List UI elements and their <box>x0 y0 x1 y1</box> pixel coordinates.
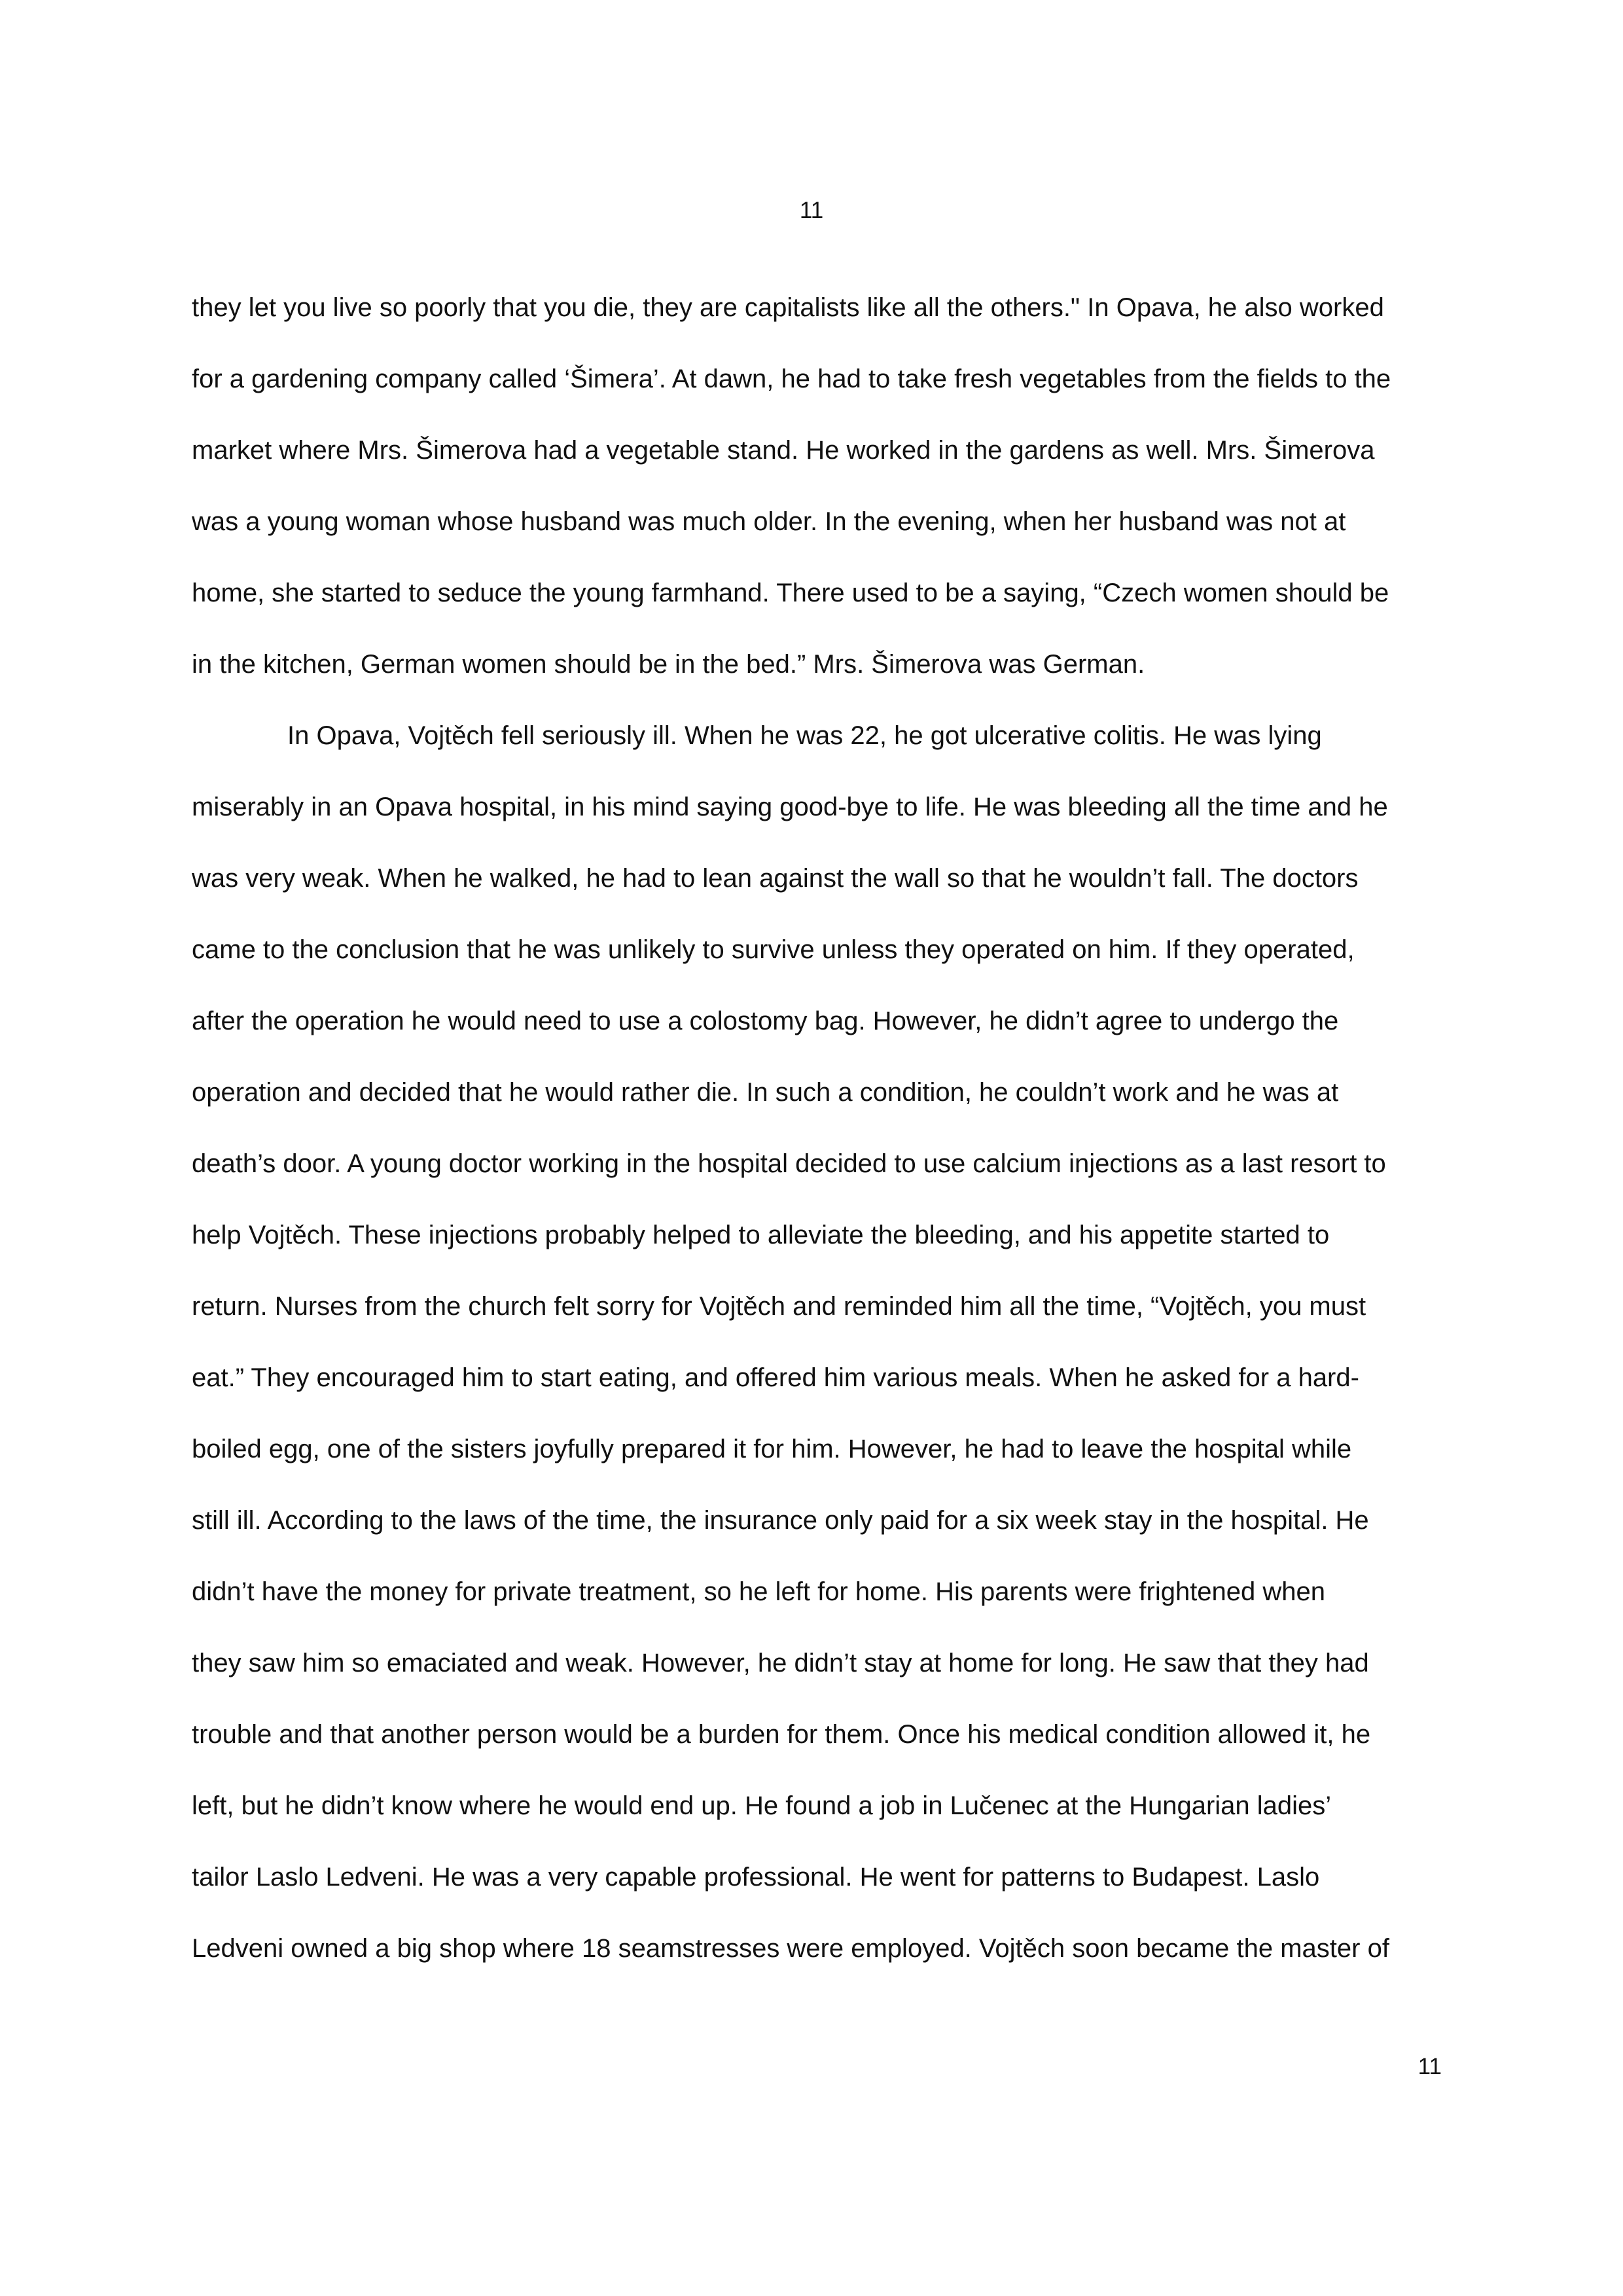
text-line: still ill. According to the laws of the time, the insurance only paid for a six week stay in the hospital. He <box>192 1506 1369 1535</box>
footer-page-number: 11 <box>1418 2054 1442 2079</box>
header-page-number: 11 <box>799 198 824 223</box>
body-text <box>192 288 1442 2000</box>
text-line: eat.” They encouraged him to start eating, and offered him various meals. When he asked for a hard- <box>192 1363 1359 1392</box>
text-line: boiled egg, one of the sisters joyfully prepared it for him. However, he had to leave the hospital while <box>192 1435 1352 1463</box>
text-line: home, she started to seduce the young farmhand. There used to be a saying, “Czech women should be <box>192 579 1389 607</box>
text-line: death’s door. A young doctor working in the hospital decided to use calcium injections as a last resort to <box>192 1149 1386 1178</box>
text-line: trouble and that another person would be a burden for them. Once his medical condition allowed it, he <box>192 1720 1371 1749</box>
text-line: in the kitchen, German women should be in the bed.” Mrs. Šimerova was German. <box>192 650 1145 679</box>
text-line: left, but he didn’t know where he would end up. He found a job in Lučenec at the Hungarian ladies’ <box>192 1791 1332 1820</box>
text-line: for a gardening company called ‘Šimera’. At dawn, he had to take fresh vegetables from the fields to the <box>192 365 1391 393</box>
text-line: they saw him so emaciated and weak. However, he didn’t stay at home for long. He saw that they had <box>192 1649 1369 1677</box>
text-line: tailor Laslo Ledveni. He was a very capable professional. He went for patterns to Budapest. Laslo <box>192 1863 1320 1892</box>
text-line: was a young woman whose husband was much older. In the evening, when her husband was not at <box>192 507 1346 536</box>
text-line: operation and decided that he would rather die. In such a condition, he couldn’t work and he was at <box>192 1078 1339 1107</box>
text-line: was very weak. When he walked, he had to lean against the wall so that he wouldn’t fall. The doctors <box>192 864 1359 893</box>
text-line: market where Mrs. Šimerova had a vegetable stand. He worked in the gardens as well. Mrs. Šimerova <box>192 436 1375 465</box>
text-line: Ledveni owned a big shop where 18 seamstresses were employed. Vojtěch soon became the master of <box>192 1934 1389 1963</box>
text-line: they let you live so poorly that you die, they are capitalists like all the others." In Opava, he also worked <box>192 293 1384 322</box>
text-line: after the operation he would need to use a colostomy bag. However, he didn’t agree to undergo the <box>192 1007 1339 1035</box>
text-line: help Vojtěch. These injections probably helped to alleviate the bleeding, and his appetite started to <box>192 1221 1330 1249</box>
paragraph-first-line: In Opava, Vojtěch fell seriously ill. When he was 22, he got ulcerative colitis. He was lying <box>287 721 1322 750</box>
text-line: didn’t have the money for private treatment, so he left for home. His parents were frightened when <box>192 1577 1326 1606</box>
text-line: miserably in an Opava hospital, in his mind saying good-bye to life. He was bleeding all the time and he <box>192 793 1388 821</box>
text-line: came to the conclusion that he was unlikely to survive unless they operated on him. If they operated, <box>192 935 1355 964</box>
text-line: return. Nurses from the church felt sorry for Vojtěch and reminded him all the time, “Vojtěch, you must <box>192 1292 1366 1321</box>
